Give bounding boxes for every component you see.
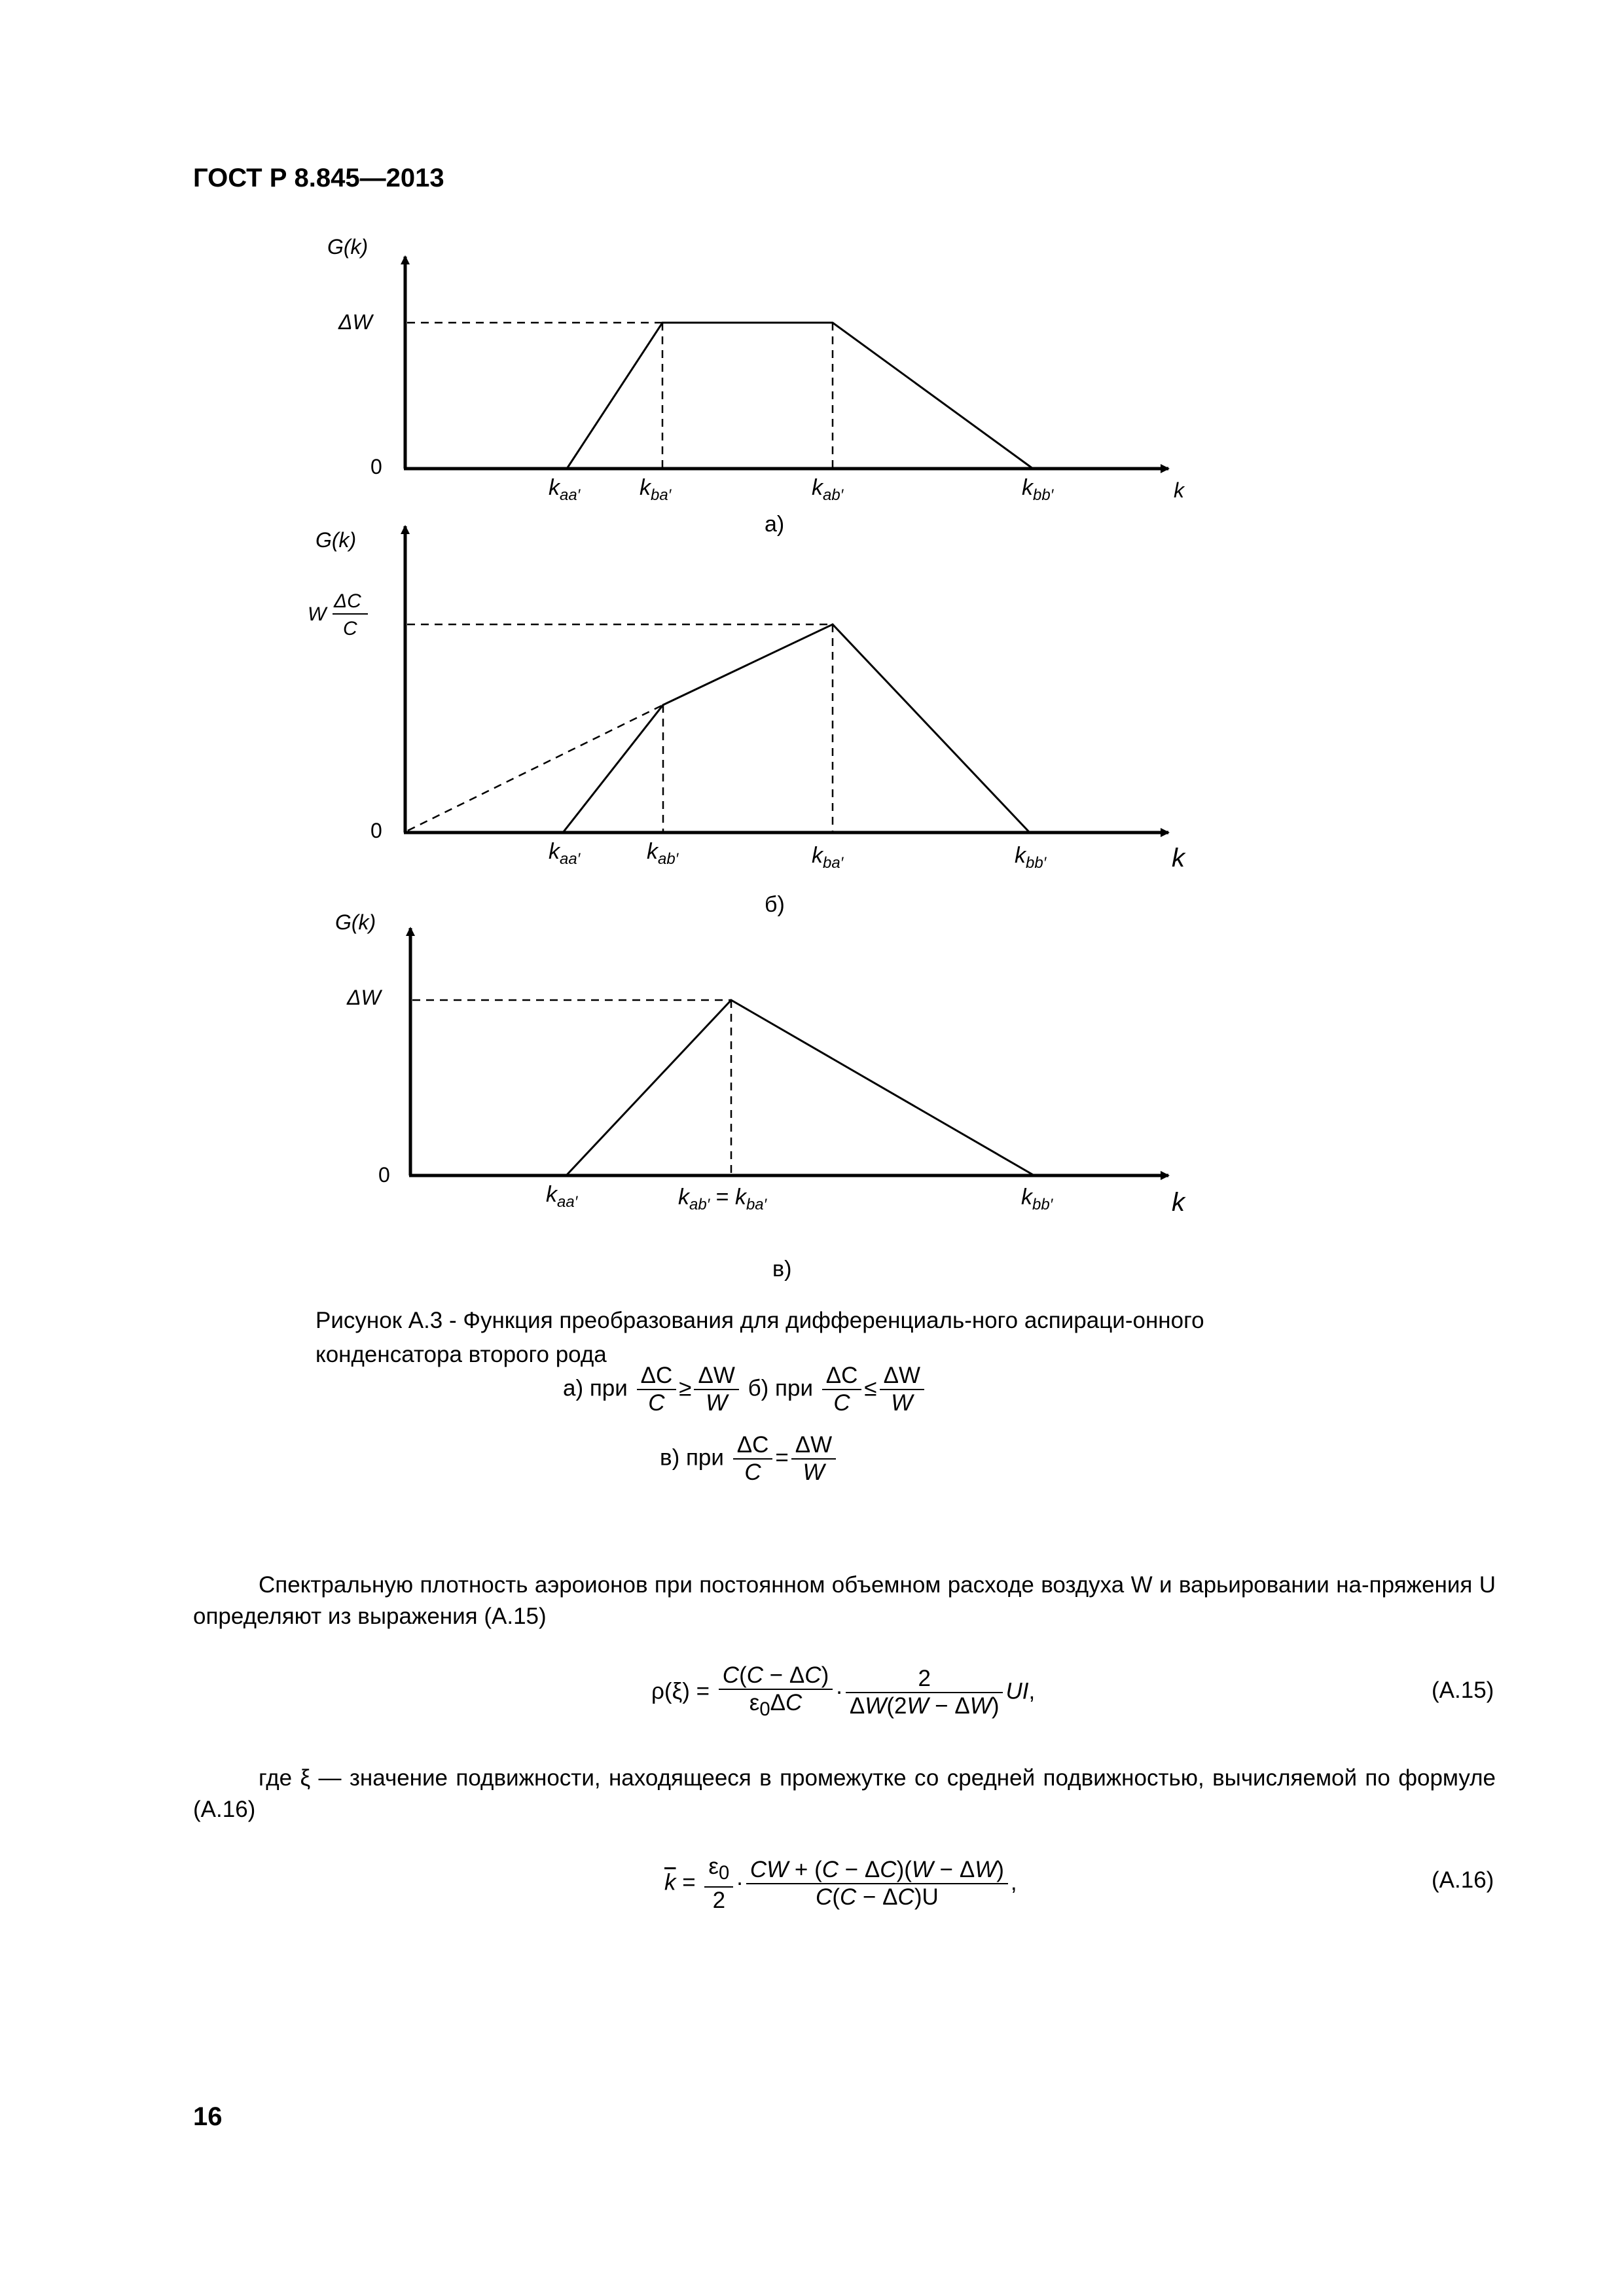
fig-b-tick-kaa: $k_{aa'}$ [549, 839, 581, 868]
fig-b-x-label: k [1172, 844, 1185, 872]
page-number: 16 [193, 2102, 223, 2131]
paragraph-1: Спектральную плотность аэроионов при постоянном объемном расходе воздуха W и варьировании на-пряжения U определяют из выражения (А.15) [193, 1572, 1496, 1629]
fig-c-tick-kaa: $k_{aa'}$ [546, 1182, 578, 1211]
fig-b-tick-kbb: $k_{bb'}$ [1015, 843, 1047, 872]
fig-c-y-label: G(k) [335, 910, 376, 934]
figure-caption: Рисунок А.3 - Функция преобразования для дифференциаль-ного аспираци-онного конденсатора второго рода [316, 1308, 1204, 1367]
cond-a-prefix: а) при [563, 1375, 628, 1401]
fig-a-curve [567, 323, 1033, 469]
fig-a-dW-label: ΔW [338, 310, 372, 334]
fig-b-panel-label: б) [765, 892, 785, 917]
cond-c-prefix: в) при [660, 1444, 724, 1471]
fig-b-ylabel-num: ΔC [334, 590, 361, 612]
fig-c-curve [566, 1000, 1034, 1175]
equation-a16: $\overline{k}$ = $\frac{\varepsilon_0}{2}$ · $\frac{CW + (C - \Delta C)(W - \Delta W)}{C(C - \Delta C)U}$ , [664, 1854, 1017, 1913]
fig-c-dW-label: ΔW [347, 986, 381, 1009]
fig-c-panel-label: в) [772, 1257, 792, 1282]
fig-b-tick-kba: $k_{ba'}$ [812, 843, 844, 872]
fig-c-tick-kab-kba: $k_{ab'} = k_{ba'}$ [678, 1185, 767, 1213]
fig-a-tick-kaa: $k_{aa'}$ [549, 475, 581, 504]
document-header: ГОСТ Р 8.845—2013 [193, 164, 444, 192]
fig-c-tick-kbb: $k_{bb'}$ [1021, 1185, 1053, 1213]
condition-c-line: в) при $\frac{\Delta C}{C}$ = $\frac{\Delta W}{W}$ [660, 1432, 839, 1486]
cond-c-frac-left: $\frac{\Delta C}{C}$ [733, 1432, 773, 1486]
fig-b-y-label: G(k) [316, 528, 357, 552]
equation-a15-number: (А.15) [1432, 1677, 1494, 1703]
cond-c-frac-right: $\frac{\Delta W}{W}$ [791, 1432, 836, 1486]
equation-a15: ρ(ξ) = $\frac{C(C - \Delta C)}{\varepsilon_0\Delta C}$ · $\frac{2}{\Delta W(2W - \Delta W)}$ UI, [651, 1662, 1036, 1720]
fig-a-x-label: k [1174, 478, 1184, 502]
fig-b-curve [563, 624, 1030, 833]
cond-b-prefix: б) при [748, 1375, 813, 1401]
cond-a-frac-right: $\frac{\Delta W}{W}$ [694, 1363, 738, 1416]
fig-a-tick-kab: $k_{ab'}$ [812, 475, 844, 504]
fig-b-ylabel-prefix: W [308, 603, 327, 625]
fig-a-tick-kba: $k_{ba'}$ [640, 475, 672, 504]
cond-b-frac-left: $\frac{\Delta C}{C}$ [822, 1363, 862, 1416]
fig-c-origin: 0 [378, 1163, 390, 1187]
cond-b-frac-right: $\frac{\Delta W}{W}$ [880, 1363, 924, 1416]
fig-c-x-label: k [1172, 1188, 1185, 1217]
fig-a-y-label: G(k) [327, 235, 369, 259]
fig-b-origin: 0 [370, 819, 382, 842]
fig-a-origin: 0 [370, 455, 382, 478]
fig-a-panel-label: а) [765, 512, 785, 537]
fig-b-origin-dashed [408, 705, 663, 831]
cond-a-frac-left: $\frac{\Delta C}{C}$ [637, 1363, 677, 1416]
fig-b-tick-kab: $k_{ab'}$ [647, 839, 679, 868]
paragraph-2: где ξ — значение подвижности, находящееся в промежутке со средней подвижностью, вычисляемой по формуле (А.16) [193, 1765, 1496, 1822]
equation-a16-number: (А.16) [1432, 1867, 1494, 1893]
fig-a-tick-kbb: $k_{bb'}$ [1022, 475, 1054, 504]
condition-ab-line: а) при $\frac{\Delta C}{C}$ ≥ $\frac{\Delta W}{W}$ б) при $\frac{\Delta C}{C}$ ≤ $\frac{\Delta W}{W}$ [563, 1363, 927, 1416]
fig-b-ylabel-den: C [343, 618, 357, 639]
